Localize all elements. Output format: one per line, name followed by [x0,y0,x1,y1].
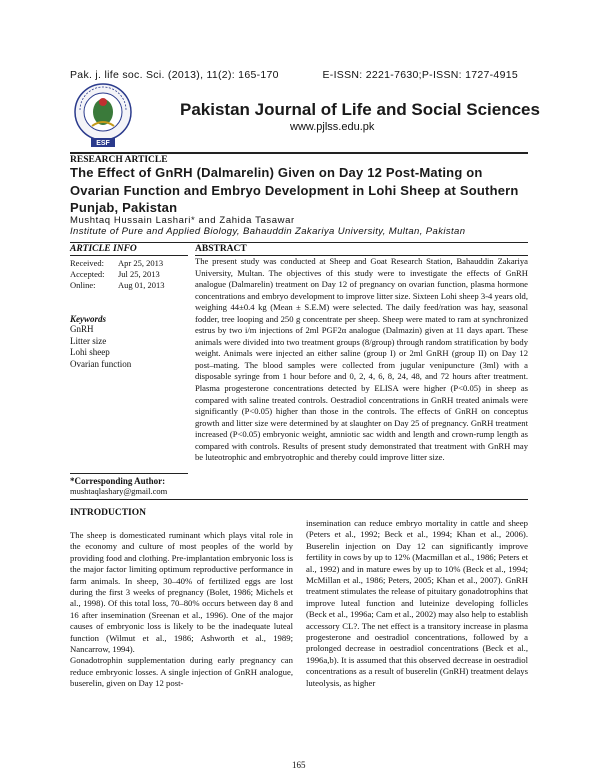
intro-column-left [70,530,293,690]
paper-title: The Effect of GnRH (Dalmarelin) Given on Day 12 Post-Mating on Ovarian Function and Embryo Development in Lohi Sheep at Southern Punjab, Pakistan [70,165,519,215]
corresponding-email[interactable]: mushtaqlashary@gmail.com [70,486,168,496]
date-accepted: Accepted: Jul 25, 2013 [70,269,160,279]
article-info [70,244,188,370]
intro-paragraph: The sheep is domesticated ruminant which plays vital role in the economy and culture of most peoples of the world by providing food and clothing. Pre-implantation embryonic loss is the major factor limiting optimum reproductive performance in farm animals. In sheep, 30–40% of fertilized eggs are lost during the first 3 weeks of pregnancy (Bolet, 1986; Michels et al., 1998). Of this total loss, 70–80% occurs between day 8 and 16 after insemination (Sreenan et al., 1996). One of the major causes of embryonic loss is likely to be the inadequate luteal function (Wilmut et al., 1986; Ashworth et al., 1989; Nancarrow, 1994). [70,530,293,655]
corresponding-rule [70,473,188,474]
date-received: Received: Apr 25, 2013 [70,258,164,268]
keyword: Ovarian function [70,358,132,369]
authors: Mushtaq Hussain Lashari* and Zahida Tasawar [70,215,295,226]
corresponding-author-heading: *Corresponding Author: [70,476,166,486]
article-type: RESEARCH ARTICLE [70,155,168,165]
keyword: GnRH [70,324,94,334]
introduction-heading: INTRODUCTION [70,508,147,518]
article-dates [70,258,188,291]
abstract-text: The present study was conducted at Sheep and Goat Research Station, Bahauddin Zakariya University, Multan. The objectives of this study were to investigate the effects of GnRH analogue (Dalmarelin) treatment on Day 12 of pregnancy on ovarian function, plasma hormone concentrations and embryo development to improve litter size. Sixteen Lohi sheep 3-4 years old, weighing 44±0.4 kg (Mean ± S.E.M) were selected. The daily feed/ration was hay, seasonal fodder, tree looping and 250 g concentrate per sheep. Sheep were mated to ram at synchronized estrus by two i/m injections of 2ml PGF2α analogue (Dalmazin) given at 11 days apart. These animals were divided into two treatment groups (8/group) through random stratification by body weight. Animals were injected an either saline (group I) or 2ml GnRH (group II) on Day 12 post–mating. The blood samples were collected from jugular venipuncture (3ml) with a disposable syringe from 1 hour before and 0, 2, 4, 6, 8, 24, 48, and 72 hours after treatment. Plasma progesterone concentrations detected by ELISA were higher (P<0.05) in sheep as compared with saline treated controls. Oestradiol concentrations in GnRH treated animals were significantly (P<0.05) higher than those in the controls. The effects of GnRH on conceptus growth and litter size were determined by at slaughter on Day 25 of pregnancy. GnRH treatment increased (P<0.05) embryonic weight, amniotic sac width and length and crown-rump length as compared with controls. Results of present study demonstrated that treatment with GnRH may be luteotrophic and embryotrophic and thereby could improve litter size. [195,256,528,463]
journal-issn: E-ISSN: 2221-7630;P-ISSN: 1727-4915 [322,69,518,81]
journal-url[interactable]: www.pjlss.edu.pk [290,121,375,133]
keyword: Lohi sheep [70,347,110,357]
intro-column-right [306,518,528,689]
article-info-rule [70,255,188,256]
journal-title: Pakistan Journal of Life and Social Sciences [180,100,540,119]
info-rule [70,242,528,243]
intro-paragraph: Gonadotrophin supplementation during early pregnancy can reduce embryonic losses. A single injection of GnRH analogue, buserelin, given on Day 12 post- [70,655,293,689]
article-info-heading: ARTICLE INFO [70,244,137,254]
intro-paragraph: insemination can reduce embryo mortality in cattle and sheep (Peters et al., 1992; Beck et al., 1994; Khan et al., 2006). Buserelin injection on Day 12 can significantly improve fertility in cows by up to 12% (Macmillan et al., 1986; Peters et al., 1992) and in mature ewes by up to 10% (Beck et al., 1994; McMillan et al., 1986; Peters, 2005; Khan et al., 2007). GnRH treatment stimulates the release of pituitary gonadotrophins that improve luteal function and luteinize developing follicles (Beck et al., 1996a; Cam et al., 2002) may also help to establish accessory CL?. The net effect is a transitory increase in plasma progesterone and oestradiol concentrations, followed by a prolonged decrease in oestradiol concentrations (Beck et al., 1996a,b). It is assumed that this observed decrease in oestradiol concentrations as a result of buserelin (GnRH) treatment delays luteolysis, as higher [306,518,528,688]
abstract-end-rule [70,499,528,500]
top-rule [70,152,528,154]
journal-logo [72,82,134,148]
esf-logo-icon [72,82,134,148]
affiliation: Institute of Pure and Applied Biology, Bahauddin Zakariya University, Multan, Pakistan [70,226,466,237]
journal-citation: Pak. j. life soc. Sci. (2013), 11(2): 165-170 [70,69,279,81]
keyword: Litter size [70,335,107,346]
keywords-heading: Keywords [70,314,106,324]
date-online: Online: Aug 01, 2013 [70,280,165,290]
logo-initials: ESF [96,140,110,147]
abstract-heading: ABSTRACT [195,244,247,254]
page-number: 165 [292,760,306,770]
